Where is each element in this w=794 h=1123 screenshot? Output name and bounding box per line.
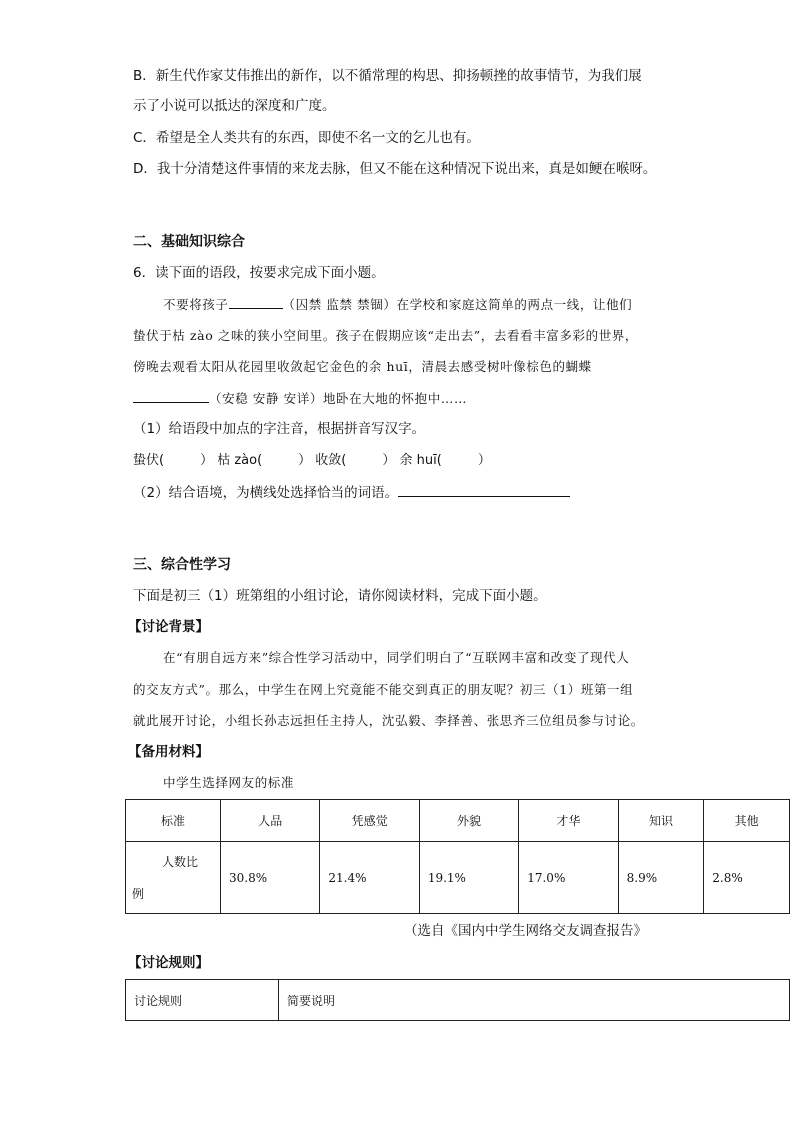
answer-blank[interactable] (398, 482, 570, 497)
answer-label: ） 余 huī( (382, 453, 442, 468)
answer-label: ） 枯 zào( (200, 453, 263, 468)
table-cell: 2.8% (704, 842, 790, 914)
table-header-cell: 才华 (519, 800, 618, 842)
table-cell: 21.4% (320, 842, 419, 914)
table-row (126, 842, 790, 914)
pinyin-answers (133, 451, 491, 471)
option-d: D．我十分清楚这件事情的来龙去脉，但又不能在这种情况下说出来，真是如鲠在喉呀。 (133, 161, 657, 177)
row-label-line1: 人数比 (162, 854, 199, 869)
passage-text: （囚禁 监禁 禁锢）在学校和家庭这简单的两点一线，让他们 (282, 297, 633, 312)
background-line-2: 的交友方式”。那么，中学生在网上究竟能不能交到真正的朋友呢？初三（1）班第一组 (133, 682, 634, 697)
question-6: 6．读下面的语段，按要求完成下面小题。 (133, 265, 385, 281)
option-b-line1: B．新生代作家艾伟推出的新作，以不循常理的构思、抑扬顿挫的故事情节，为我们展 (133, 68, 642, 84)
answer-label: 蛰伏( (133, 453, 165, 468)
section-heading-2: 二、基础知识综合 (133, 234, 245, 250)
passage-text: 不要将孩子 (163, 297, 229, 312)
table-header-cell: 讨论规则 (126, 980, 279, 1021)
background-line-3: 就此展开讨论，小组长孙志远担任主持人，沈弘毅、李择善、张思齐三位组员参与讨论。 (133, 713, 644, 728)
sub-question-1: （1）给语段中加点的字注音，根据拼音写汉字。 (133, 421, 426, 437)
sub-question-text: （2）结合语境，为横线处选择恰当的词语。 (133, 485, 399, 501)
section-heading-3: 三、综合性学习 (133, 557, 231, 573)
passage-line-1 (163, 294, 632, 315)
friend-criteria-table (125, 799, 790, 914)
table-header-cell: 其他 (704, 800, 790, 842)
answer-label: ） (477, 453, 491, 468)
table-header-cell: 外貌 (419, 800, 518, 842)
passage-line-2: 蛰伏于枯 zào 之味的狭小空间里。孩子在假期应该“走出去”，去看看丰富多彩的世界， (133, 328, 638, 343)
table-header-cell: 人品 (221, 800, 320, 842)
table-header-cell: 简要说明 (279, 980, 790, 1021)
option-b-line2: 示了小说可以抵达的深度和广度。 (133, 98, 336, 114)
background-line-1: 在“有朋自远方来”综合性学习活动中，同学们明白了“互联网丰富和改变了现代人 (163, 650, 630, 665)
materials-title: 【备用材料】 (128, 744, 209, 760)
discussion-background-title: 【讨论背景】 (128, 619, 209, 635)
source-citation: （选自《国内中学生网络交友调查报告》 (404, 923, 647, 939)
table-cell: 8.9% (618, 842, 704, 914)
passage-line-4 (133, 388, 467, 409)
section3-intro: 下面是初三（1）班第组的小组讨论，请你阅读材料，完成下面小题。 (133, 588, 547, 604)
row-label-cell (126, 842, 221, 914)
table-header-cell: 标准 (126, 800, 221, 842)
table-header-cell: 凭感觉 (320, 800, 419, 842)
option-c: C．希望是全人类共有的东西，即使不名一文的乞儿也有。 (133, 130, 480, 146)
table-header-row (126, 800, 790, 842)
table-header-row (126, 980, 790, 1021)
passage-text: （安稳 安静 安详）地卧在大地的怀抱中…… (209, 391, 468, 406)
answer-blank[interactable] (229, 294, 283, 309)
table-caption: 中学生选择网友的标准 (163, 775, 295, 790)
table-cell: 19.1% (419, 842, 518, 914)
passage-line-3: 傍晚去观看太阳从花园里收敛起它金色的余 huī，清晨去感受树叶像棕色的蝴蝶 (133, 359, 592, 374)
discussion-rules-table (125, 979, 790, 1021)
sub-question-2 (133, 482, 570, 503)
row-label-line2: 例 (132, 886, 145, 901)
discussion-rules-title: 【讨论规则】 (128, 955, 209, 971)
answer-label: ） 收敛( (298, 453, 347, 468)
table-cell: 17.0% (519, 842, 618, 914)
table-header-cell: 知识 (618, 800, 704, 842)
table-cell: 30.8% (221, 842, 320, 914)
answer-blank[interactable] (133, 388, 209, 403)
